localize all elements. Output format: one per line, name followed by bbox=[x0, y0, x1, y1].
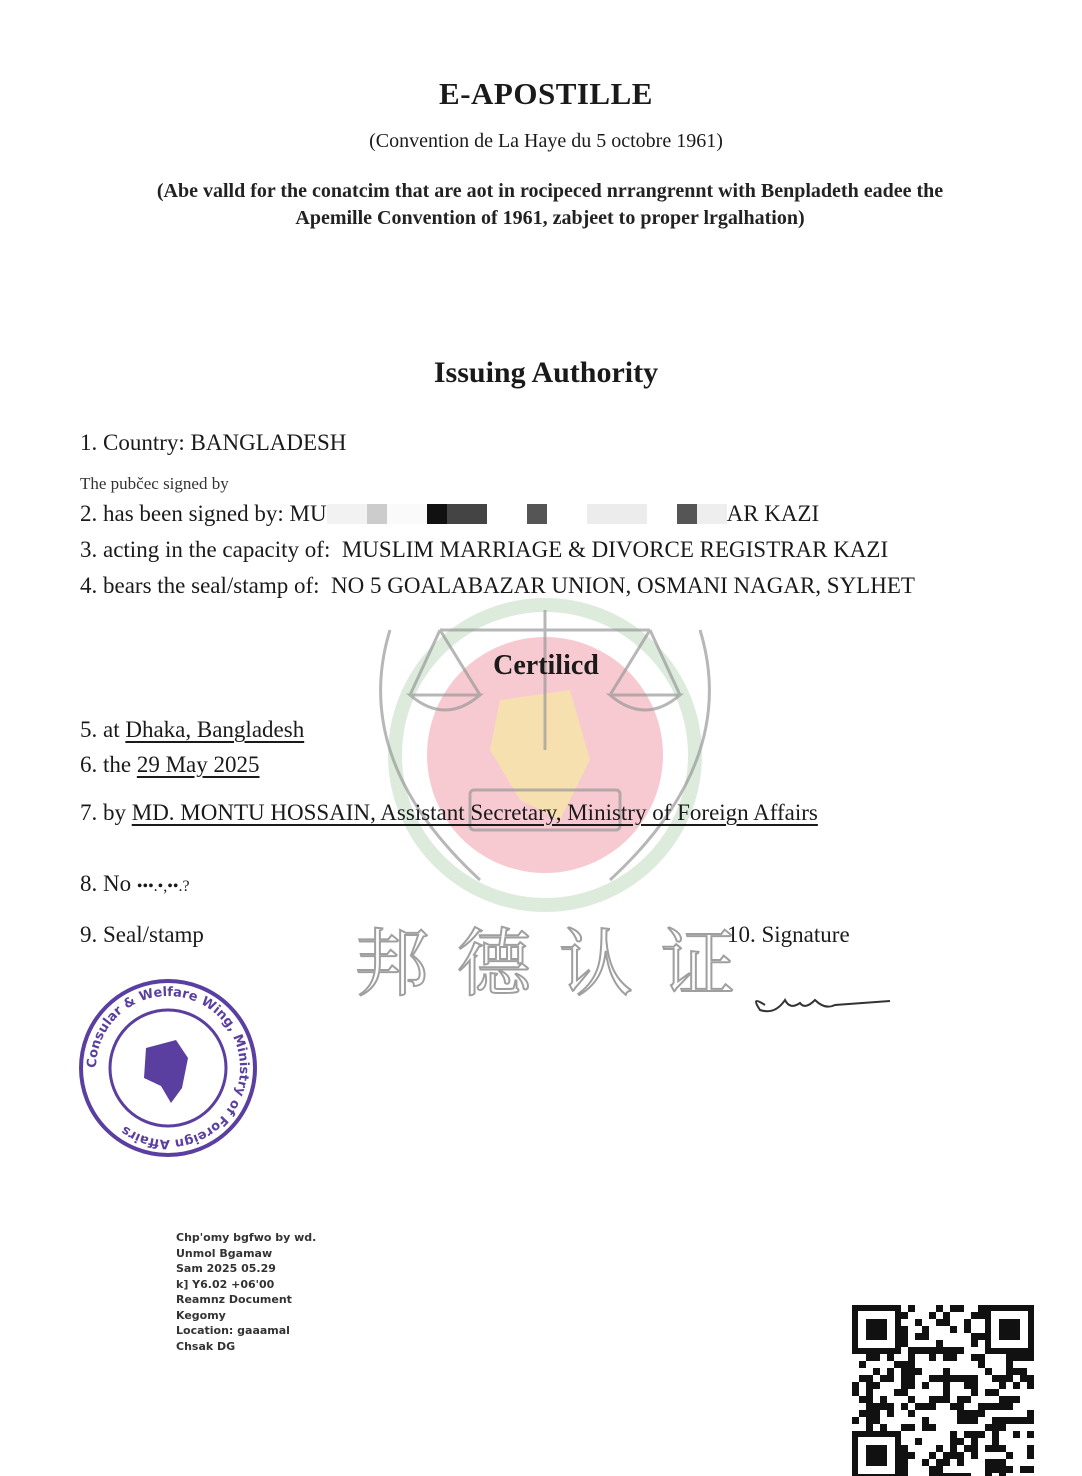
footer-line: Location: gaaamal bbox=[176, 1324, 290, 1337]
field-capacity bbox=[80, 537, 888, 563]
footer-line: Unmol Bgamaw bbox=[176, 1246, 273, 1260]
seal-stamp-label: 9. Seal/stamp bbox=[80, 922, 204, 947]
label: 7. by bbox=[80, 800, 126, 825]
label: 6. the bbox=[80, 752, 132, 777]
value: Dhaka, Bangladesh bbox=[125, 717, 305, 742]
digital-signature-info bbox=[176, 1230, 316, 1354]
value: 29 May 2025 bbox=[136, 752, 260, 777]
value: MUSLIM MARRIAGE & DIVORCE REGISTRAR KAZI bbox=[341, 537, 889, 562]
value: AR KAZI bbox=[726, 501, 820, 526]
label: 2. has been signed by: bbox=[80, 501, 284, 526]
value: •••.•,••.? bbox=[136, 878, 190, 895]
label: 5. at bbox=[80, 717, 120, 742]
redaction bbox=[327, 501, 727, 526]
label: 3. acting in the capacity of: bbox=[80, 537, 331, 562]
footer-line: Sam 2025 05.29 bbox=[176, 1262, 276, 1275]
validity-note bbox=[60, 178, 1040, 232]
field-place bbox=[80, 717, 304, 743]
stamp-text: Consular & Welfare Wing, Ministry of Foreign Affairs bbox=[84, 984, 252, 1152]
section-title: Issuing Authority bbox=[433, 356, 659, 389]
document-title: E-APOSTILLE bbox=[439, 76, 653, 111]
signature-icon bbox=[745, 985, 895, 1020]
footer-line: Chp'omy bgfwo by wd. bbox=[176, 1231, 317, 1244]
value: MU bbox=[289, 501, 327, 526]
footer-line: Kegomy bbox=[176, 1308, 226, 1322]
note-line: (Abe valld for the conatcim that are aot in rocipeced nrrangrennt with Benpladeth eadee the bbox=[156, 180, 944, 202]
field-seal bbox=[80, 573, 915, 599]
public-note: The pubčec signed by bbox=[80, 474, 229, 493]
field-signed-by bbox=[80, 501, 819, 527]
value: MD. MONTU HOSSAIN, Assistant Secretary, Ministry of Foreign Affairs bbox=[131, 800, 818, 825]
convention-subtitle: (Convention de La Haye du 5 octobre 1961) bbox=[369, 130, 723, 152]
label: 1. Country: bbox=[80, 430, 185, 455]
certified-heading: Certilicd bbox=[493, 650, 599, 681]
field-date bbox=[80, 752, 260, 778]
qr-code-icon[interactable] bbox=[852, 1305, 1034, 1476]
official-stamp-icon bbox=[76, 978, 260, 1158]
footer-line: Chsak DG bbox=[176, 1339, 236, 1353]
value: BANGLADESH bbox=[190, 430, 347, 455]
footer-line: k] Y6.02 +06'00 bbox=[176, 1277, 275, 1291]
emblem-watermark-icon bbox=[330, 590, 760, 920]
field-number bbox=[80, 871, 190, 897]
signature-label: 10. Signature bbox=[727, 922, 850, 947]
field-by bbox=[80, 800, 818, 826]
field-country bbox=[80, 430, 346, 456]
label: 8. No bbox=[80, 871, 132, 896]
watermark-text: 邦德认证 bbox=[355, 921, 763, 1007]
footer-line: Reamnz Document bbox=[176, 1293, 292, 1306]
value: NO 5 GOALABAZAR UNION, OSMANI NAGAR, SYLHET bbox=[331, 573, 915, 598]
label: 4. bears the seal/stamp of: bbox=[80, 573, 320, 598]
note-line: Apemille Convention of 1961, zabjeet to proper lrgalhation) bbox=[295, 207, 805, 229]
